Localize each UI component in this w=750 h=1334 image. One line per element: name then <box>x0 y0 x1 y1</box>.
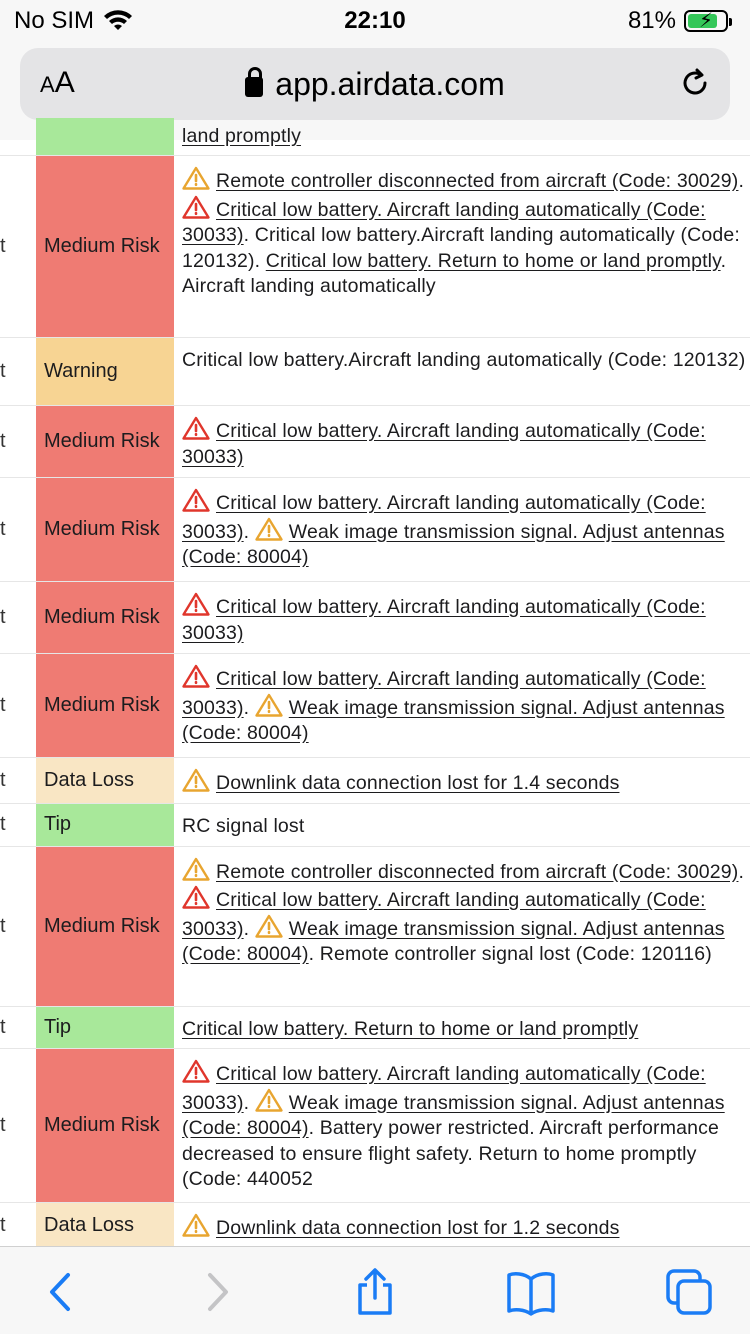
table-row <box>0 804 750 847</box>
event-message-cell <box>174 1007 750 1049</box>
event-message-cell <box>174 1203 750 1248</box>
event-text: . <box>738 170 745 192</box>
event-text: . <box>243 520 255 543</box>
time-cell-fragment: t <box>0 518 6 540</box>
event-message-cell <box>174 338 750 405</box>
warning-icon <box>255 1088 283 1112</box>
event-text: . <box>243 696 255 719</box>
table-row <box>0 156 750 338</box>
event-type-cell: Tip <box>36 1007 174 1049</box>
text-size-button[interactable]: AA <box>40 66 75 99</box>
event-type-cell: Medium Risk <box>36 847 174 1006</box>
battery-group <box>628 7 728 35</box>
warning-icon <box>182 857 210 881</box>
event-type-cell: Warning <box>36 338 174 405</box>
back-icon[interactable] <box>36 1267 86 1317</box>
event-text: Critical low battery.Aircraft landing automatically (Code: 120132) <box>182 349 746 371</box>
share-icon[interactable] <box>350 1267 400 1317</box>
battery-icon <box>684 10 728 32</box>
event-text: . Aircraft landing automatically <box>182 249 727 297</box>
event-link[interactable]: Critical low battery. Aircraft landing automatically (Code: 30033) <box>182 420 706 468</box>
event-message-cell <box>174 1049 750 1202</box>
table-row <box>0 582 750 654</box>
time-cell-fragment: t <box>0 1015 6 1038</box>
event-message-cell <box>174 478 750 581</box>
critical-alert-icon <box>182 488 210 512</box>
event-type-cell: Data Loss <box>36 758 174 803</box>
event-message-cell <box>174 758 750 803</box>
carrier-label: No SIM <box>14 7 95 34</box>
event-link[interactable]: Critical low battery. Aircraft landing automatically (Code: 30033) <box>182 1063 706 1114</box>
table-row <box>0 1049 750 1203</box>
event-text: . Remote controller signal lost (Code: 120116) <box>308 943 712 965</box>
event-link[interactable]: Downlink data connection lost for 1.2 seconds <box>216 1217 620 1239</box>
event-message-cell <box>174 156 750 337</box>
event-link[interactable]: Weak image transmission signal. Adjust antennas (Code: 80004) <box>182 917 725 965</box>
time-cell-fragment: t <box>0 1114 6 1136</box>
time-cell-fragment: t <box>0 813 6 836</box>
event-type-cell: Medium Risk <box>36 582 174 653</box>
event-type-cell: Medium Risk <box>36 406 174 477</box>
warning-icon <box>182 1213 210 1237</box>
url-display[interactable] <box>20 66 730 103</box>
event-link[interactable]: Weak image transmission signal. Adjust antennas (Code: 80004) <box>182 1091 725 1139</box>
event-text: . Critical low battery.Aircraft landing automatically (Code: 120132). <box>182 224 740 272</box>
critical-alert-icon <box>182 885 210 909</box>
url-text: app.airdata.com <box>275 66 505 102</box>
time-cell-fragment: t <box>0 694 6 716</box>
lock-icon <box>245 77 263 97</box>
critical-alert-icon <box>182 416 210 440</box>
critical-alert-icon <box>182 195 210 219</box>
event-text: RC signal lost <box>182 815 305 837</box>
events-table <box>0 118 750 1249</box>
address-bar[interactable] <box>20 48 730 120</box>
events-table-viewport[interactable] <box>0 125 750 1246</box>
event-message-cell <box>174 847 750 1006</box>
warning-icon <box>255 914 283 938</box>
bookmarks-icon[interactable] <box>506 1267 556 1317</box>
warning-icon <box>182 166 210 190</box>
clock: 22:10 <box>344 7 406 34</box>
time-cell-fragment: t <box>0 914 6 937</box>
reload-icon[interactable] <box>678 66 712 100</box>
event-link[interactable]: Critical low battery. Return to home or land promptly <box>265 249 721 272</box>
tabs-icon[interactable] <box>664 1267 714 1317</box>
event-type-cell: Data Loss <box>36 1203 174 1248</box>
event-message-cell <box>174 582 750 653</box>
warning-icon <box>255 693 283 717</box>
status-bar <box>0 0 750 40</box>
event-link[interactable]: Downlink data connection lost for 1.4 seconds <box>216 772 620 794</box>
time-cell-fragment: t <box>0 360 6 382</box>
event-link[interactable]: Critical low battery. Aircraft landing automatically (Code: 30033) <box>182 596 706 644</box>
table-row <box>0 758 750 804</box>
event-text: . <box>243 1091 255 1114</box>
event-type-cell: Medium Risk <box>36 654 174 757</box>
critical-alert-icon <box>182 592 210 616</box>
event-link[interactable]: Critical low battery. Aircraft landing automatically (Code: 30033) <box>182 889 706 940</box>
event-link[interactable]: land promptly <box>182 125 302 147</box>
event-text: . Battery power restricted. Aircraft performance decreased to ensure flight safety. Return to home promptly (Code: 440052 <box>182 1117 719 1190</box>
time-cell-fragment: t <box>0 235 6 257</box>
event-link[interactable]: Weak image transmission signal. Adjust antennas (Code: 80004) <box>182 520 725 568</box>
event-text: . <box>243 917 255 940</box>
event-type-cell: Medium Risk <box>36 478 174 581</box>
event-text: . <box>738 860 745 883</box>
table-row <box>0 478 750 582</box>
critical-alert-icon <box>182 1059 210 1083</box>
time-cell-fragment: t <box>0 1214 6 1236</box>
browser-toolbar <box>0 1246 750 1334</box>
event-link[interactable]: Critical low battery. Return to home or land promptly <box>182 1017 639 1040</box>
table-row-partial <box>0 118 750 156</box>
charging-bolt-icon: ⚡ <box>698 10 714 32</box>
event-type-cell: Medium Risk <box>36 156 174 337</box>
event-link[interactable]: Critical low battery. Aircraft landing automatically (Code: 30033) <box>182 198 706 246</box>
critical-alert-icon <box>182 664 210 688</box>
event-message-cell <box>174 406 750 477</box>
table-row <box>0 1007 750 1050</box>
table-row <box>0 847 750 1007</box>
event-message-cell <box>174 654 750 757</box>
table-row <box>0 338 750 406</box>
time-cell-fragment: t <box>0 606 6 628</box>
warning-icon <box>255 517 283 541</box>
event-type-cell: Medium Risk <box>36 1049 174 1202</box>
event-link[interactable]: Critical low battery. Aircraft landing automatically (Code: 30033) <box>182 668 706 719</box>
event-link[interactable]: Weak image transmission signal. Adjust antennas (Code: 80004) <box>182 696 725 744</box>
forward-icon[interactable] <box>192 1267 242 1317</box>
warning-icon <box>182 768 210 792</box>
time-cell-fragment: t <box>0 430 6 452</box>
table-row <box>0 654 750 758</box>
event-link[interactable]: Critical low battery. Aircraft landing automatically (Code: 30033) <box>182 492 706 543</box>
event-link[interactable]: Remote controller disconnected from aircraft (Code: 30029) <box>216 170 739 192</box>
time-cell-fragment: t <box>0 769 6 791</box>
event-link[interactable]: Remote controller disconnected from aircraft (Code: 30029) <box>216 860 739 883</box>
event-message-cell <box>174 804 750 846</box>
event-type-cell: Tip <box>36 804 174 846</box>
battery-percent: 81% <box>627 7 676 34</box>
table-row <box>0 406 750 478</box>
table-row <box>0 1203 750 1249</box>
